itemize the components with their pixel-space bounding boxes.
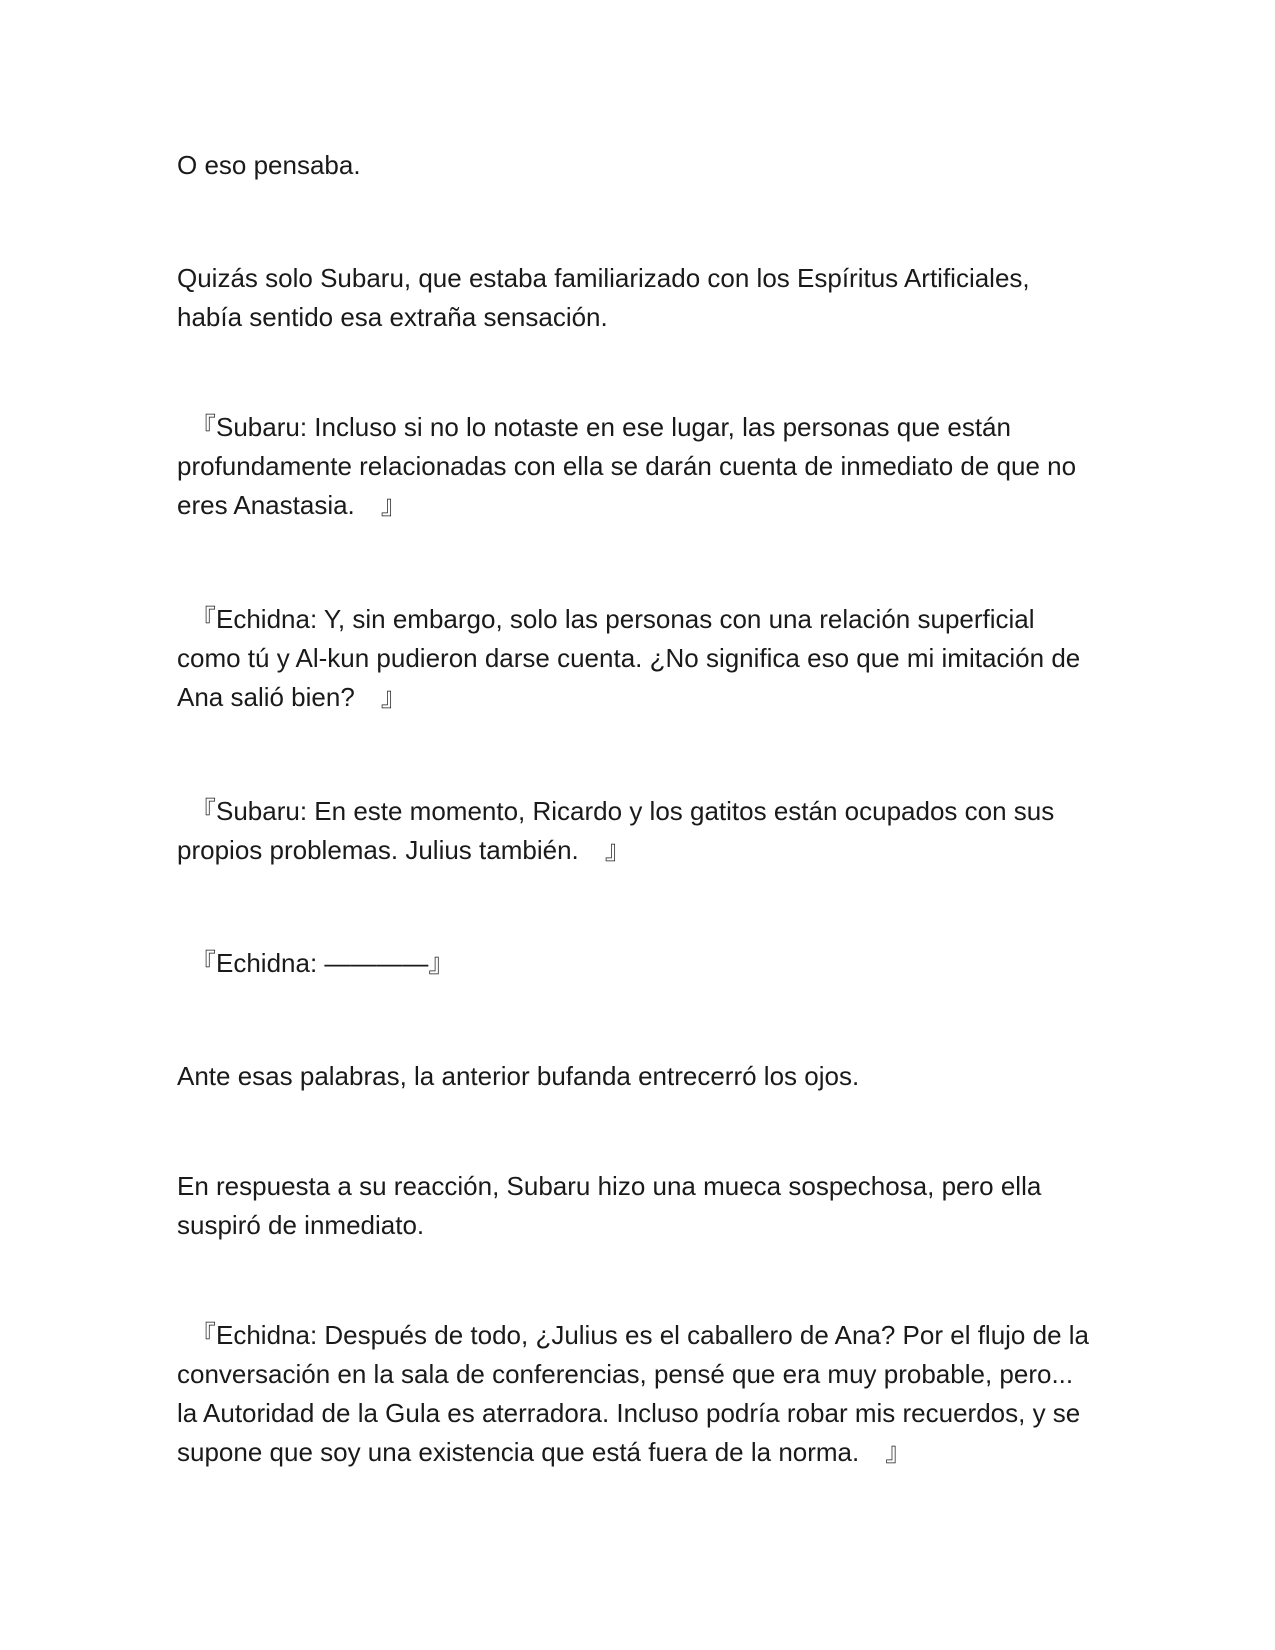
dialogue-paragraph-subaru: 『Subaru: Incluso si no lo notaste en ese lugar, las personas que están profundamente relacionadas con ella se darán cuenta de inmediato de que no eres Anastasia. 』 [177,412,1077,520]
narration-paragraph: En respuesta a su reacción, Subaru hizo una mueca sospechosa, pero ella suspiró de inmediato. [177,1171,1042,1240]
dialogue-paragraph-echidna: 『Echidna: ————』 [177,948,455,978]
dialogue-paragraph-subaru: 『Subaru: En este momento, Ricardo y los gatitos están ocupados con sus propios problemas. Julius también. 』 [177,796,1055,865]
narration-paragraph: Quizás solo Subaru, que estaba familiarizado con los Espíritus Artificiales, había sentido esa extraña sensación. [177,263,1030,332]
narration-paragraph: Ante esas palabras, la anterior bufanda entrecerró los ojos. [177,1061,860,1091]
narration-paragraph: O eso pensaba. [177,150,361,180]
dialogue-paragraph-echidna: 『Echidna: Después de todo, ¿Julius es el caballero de Ana? Por el flujo de la conversación en la sala de conferencias, pensé que era muy probable, pero... la Autoridad de la Gula es aterradora. Incluso podría robar mis recuerdos, y se supone que soy una existencia que está fuera de la norma. 』 [177,1320,1089,1467]
dialogue-paragraph-echidna: 『Echidna: Y, sin embargo, solo las personas con una relación superficial como tú y Al-kun pudieron darse cuenta. ¿No significa eso que mi imitación de Ana salió bien? 』 [177,604,1081,712]
